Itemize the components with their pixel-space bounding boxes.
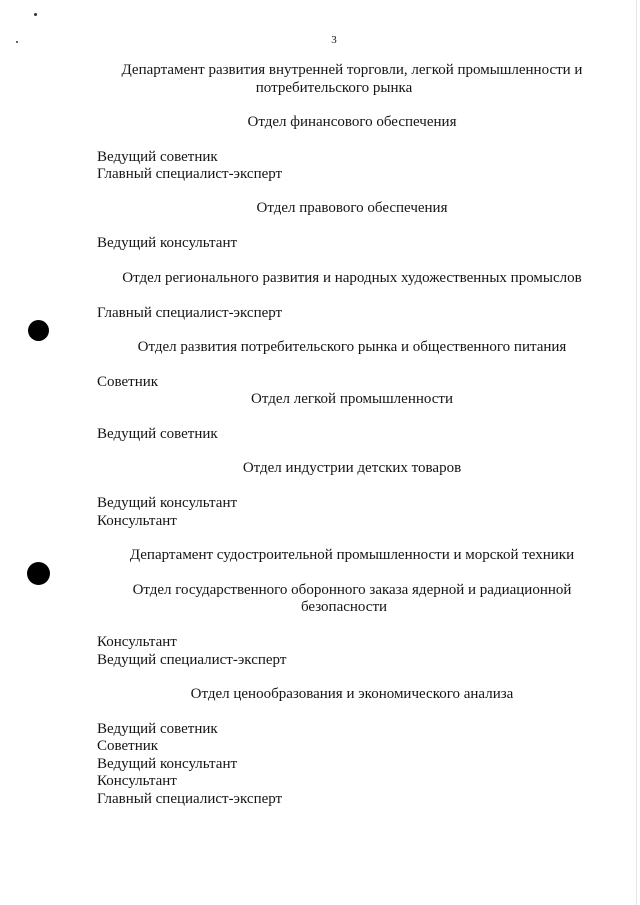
position-item: Советник — [97, 374, 159, 390]
position-item: Ведущий советник — [97, 721, 218, 737]
scan-speck — [34, 13, 37, 16]
section-title: безопасности — [300, 599, 388, 615]
position-item: Ведущий консультант — [97, 756, 238, 772]
section-title: Отдел развития потребительского рынка и общественного питания — [137, 339, 567, 355]
section-title: Отдел ценообразования и экономического анализа — [190, 686, 514, 702]
position-item: Консультант — [97, 773, 177, 789]
position-item: Ведущий консультант — [97, 235, 238, 251]
position-item: Советник — [97, 738, 159, 754]
hole-punch-mark — [27, 562, 50, 585]
section-title: Отдел легкой промышленности — [251, 391, 453, 407]
department-title: потребительского рынка — [255, 80, 413, 96]
position-item: Главный специалист-эксперт — [97, 791, 283, 807]
scan-edge-line — [636, 0, 637, 905]
section-title: Отдел индустрии детских товаров — [242, 460, 462, 476]
position-item: Ведущий специалист-эксперт — [97, 652, 287, 668]
position-item: Консультант — [97, 513, 177, 529]
hole-punch-mark — [28, 320, 49, 341]
position-item: Главный специалист-эксперт — [97, 166, 283, 182]
scan-speck — [16, 41, 18, 43]
section-title: Отдел государственного оборонного заказа ядерной и радиационной — [132, 582, 572, 598]
position-item: Ведущий советник — [97, 149, 218, 165]
position-item: Консультант — [97, 634, 177, 650]
department-title: Департамент судостроительной промышленности и морской техники — [129, 547, 575, 563]
department-title: Департамент развития внутренней торговли, легкой промышленности и — [121, 62, 583, 78]
section-title: Отдел финансового обеспечения — [247, 114, 457, 130]
position-item: Ведущий советник — [97, 426, 218, 442]
section-title: Отдел регионального развития и народных художественных промыслов — [122, 270, 582, 286]
page-number: 3 — [331, 34, 337, 46]
section-title: Отдел правового обеспечения — [256, 200, 448, 216]
position-item: Ведущий консультант — [97, 495, 238, 511]
position-item: Главный специалист-эксперт — [97, 305, 283, 321]
